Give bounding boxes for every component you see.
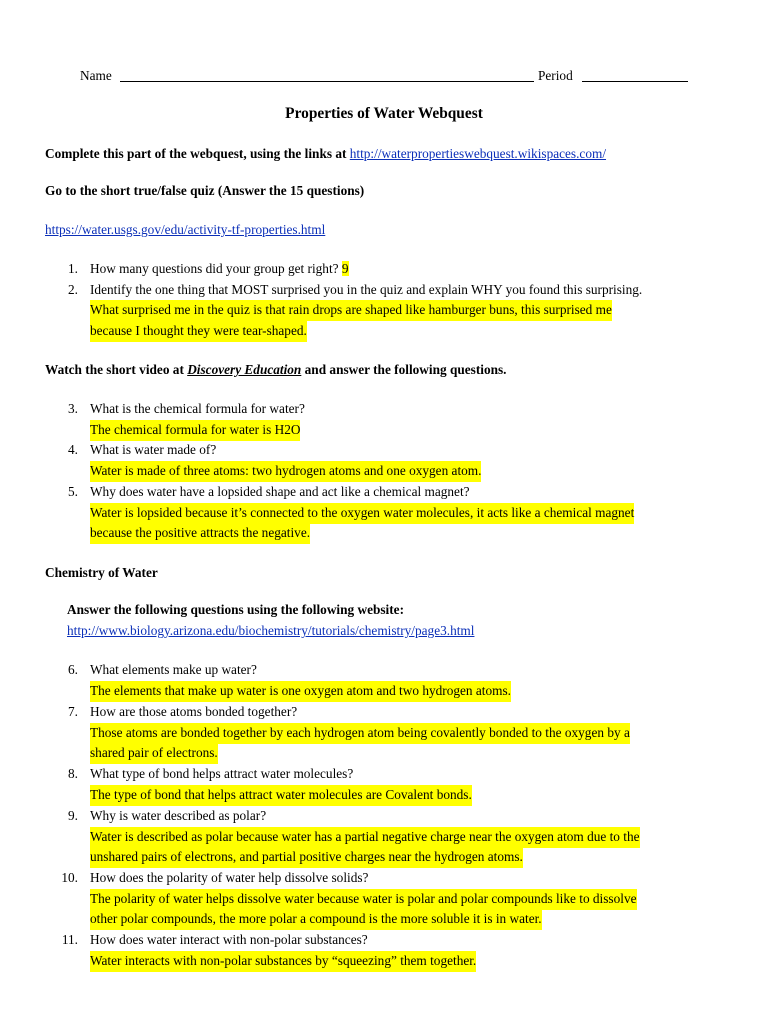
- answer-text: other polar compounds, the more polar a compound is the more soluble it is in water.: [90, 909, 542, 930]
- answer-text: The elements that make up water is one oxygen atom and two hydrogen atoms.: [90, 681, 511, 702]
- discovery-education-link[interactable]: Discovery Education: [187, 362, 302, 377]
- question-number: 10.: [61, 870, 78, 885]
- answer-text: The polarity of water helps dissolve water because water is polar and polar compounds like to dissolve: [90, 889, 637, 910]
- header-fields: [80, 66, 690, 86]
- question-text: How are those atoms bonded together?: [90, 704, 298, 719]
- chemistry-link[interactable]: http://www.biology.arizona.edu/biochemistry/tutorials/chemistry/page3.html: [67, 623, 475, 638]
- question-text: What type of bond helps attract water molecules?: [90, 766, 354, 781]
- question-text: What is the chemical formula for water?: [90, 401, 305, 416]
- question-number: 11.: [61, 932, 78, 947]
- question-number: 9.: [68, 808, 78, 823]
- answer-text: because I thought they were tear-shaped.: [90, 321, 307, 342]
- question-number: 7.: [68, 704, 78, 719]
- name-field[interactable]: [120, 67, 534, 82]
- question-number: 4.: [68, 442, 78, 457]
- answer-text: Those atoms are bonded together by each hydrogen atom being covalently bonded to the oxygen by a: [90, 723, 630, 744]
- question-text: Why does water have a lopsided shape and act like a chemical magnet?: [90, 484, 470, 499]
- answer-text: Water is made of three atoms: two hydrogen atoms and one oxygen atom.: [90, 461, 481, 482]
- period-field[interactable]: [582, 67, 688, 82]
- answer-text: 9: [341, 261, 349, 276]
- answer-text: Water is lopsided because it’s connected to the oxygen water molecules, it acts like a chemical magnet: [90, 503, 634, 524]
- question-text: What elements make up water?: [90, 662, 257, 677]
- question-text: Identify the one thing that MOST surprised you in the quiz and explain WHY you found this surprising.: [90, 282, 643, 297]
- answer-text: The type of bond that helps attract water molecules are Covalent bonds.: [90, 785, 472, 806]
- answer-text: What surprised me in the quiz is that rain drops are shaped like hamburger buns, this surprised me: [90, 300, 612, 321]
- video-heading: [45, 360, 507, 380]
- period-label: Period: [538, 68, 573, 83]
- answer-text: The chemical formula for water is H2O: [90, 420, 300, 441]
- page-title: Properties of Water Webquest: [285, 105, 483, 122]
- question-text: How does the polarity of water help dissolve solids?: [90, 870, 369, 885]
- chemistry-heading: Chemistry of Water: [45, 565, 158, 580]
- name-label: Name: [80, 68, 112, 83]
- quiz-heading: Go to the short true/false quiz (Answer the 15 questions): [45, 183, 365, 198]
- answer-text: because the positive attracts the negative.: [90, 523, 310, 544]
- question-text: How many questions did your group get right?: [90, 261, 339, 276]
- intro-label: Complete this part of the webquest, using the links at: [45, 146, 347, 161]
- answer-text: shared pair of electrons.: [90, 743, 218, 764]
- question-number: 6.: [68, 662, 78, 677]
- question-number: 1.: [68, 261, 78, 276]
- question-text: Why is water described as polar?: [90, 808, 267, 823]
- question-number: 3.: [68, 401, 78, 416]
- question-number: 8.: [68, 766, 78, 781]
- answer-text: unshared pairs of electrons, and partial positive charges near the hydrogen atoms.: [90, 847, 523, 868]
- intro-text: [45, 144, 606, 164]
- question-number: 5.: [68, 484, 78, 499]
- webquest-link[interactable]: http://waterpropertieswebquest.wikispaces.com/: [349, 146, 607, 161]
- video-heading-pre: Watch the short video at: [45, 362, 184, 377]
- quiz-link[interactable]: https://water.usgs.gov/edu/activity-tf-properties.html: [45, 222, 326, 237]
- question-number: 2.: [68, 282, 78, 297]
- answer-heading: Answer the following questions using the following website:: [67, 602, 405, 617]
- question-text: What is water made of?: [90, 442, 217, 457]
- video-heading-post: and answer the following questions.: [304, 362, 507, 377]
- answer-text: Water is described as polar because water has a partial negative charge near the oxygen atom due to the: [90, 827, 640, 848]
- question-text: How does water interact with non-polar substances?: [90, 932, 368, 947]
- answer-text: Water interacts with non-polar substances by “squeezing” them together.: [90, 951, 476, 972]
